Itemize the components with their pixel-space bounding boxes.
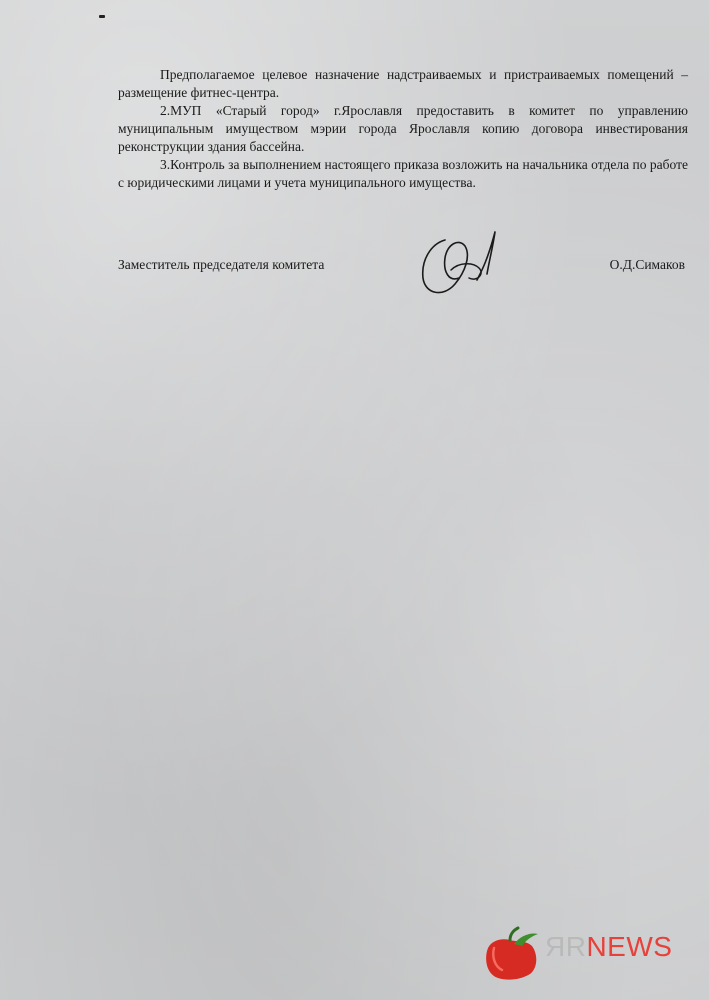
handwritten-signature	[415, 222, 505, 302]
red-pepper-icon	[486, 928, 538, 980]
signatory-name: О.Д.Симаков	[609, 257, 685, 272]
logo-suffix: NEWS	[586, 931, 673, 962]
paragraph-item-2: 2.МУП «Старый город» г.Ярославля предоставить в комитет по управлению муниципальным имуществом мэрии города Ярославля копию договора инвестирования реконструкции здания бассейна.	[118, 103, 688, 154]
paragraph-purpose: Предполагаемое целевое назначение надстраиваемых и пристраиваемых помещений – размещение фитнес-центра.	[118, 67, 688, 100]
logo-prefix: ЯR	[545, 931, 587, 962]
signature-block	[118, 257, 685, 277]
signatory-position: Заместитель председателя комитета	[118, 257, 325, 272]
yarnews-logo-text	[545, 932, 672, 962]
paragraph-item-3: 3.Контроль за выполнением настоящего приказа возложить на начальника отдела по работе с юридическими лицами и учета муниципального имущества.	[118, 157, 688, 190]
document-body	[118, 66, 688, 192]
scan-mark	[99, 15, 105, 18]
